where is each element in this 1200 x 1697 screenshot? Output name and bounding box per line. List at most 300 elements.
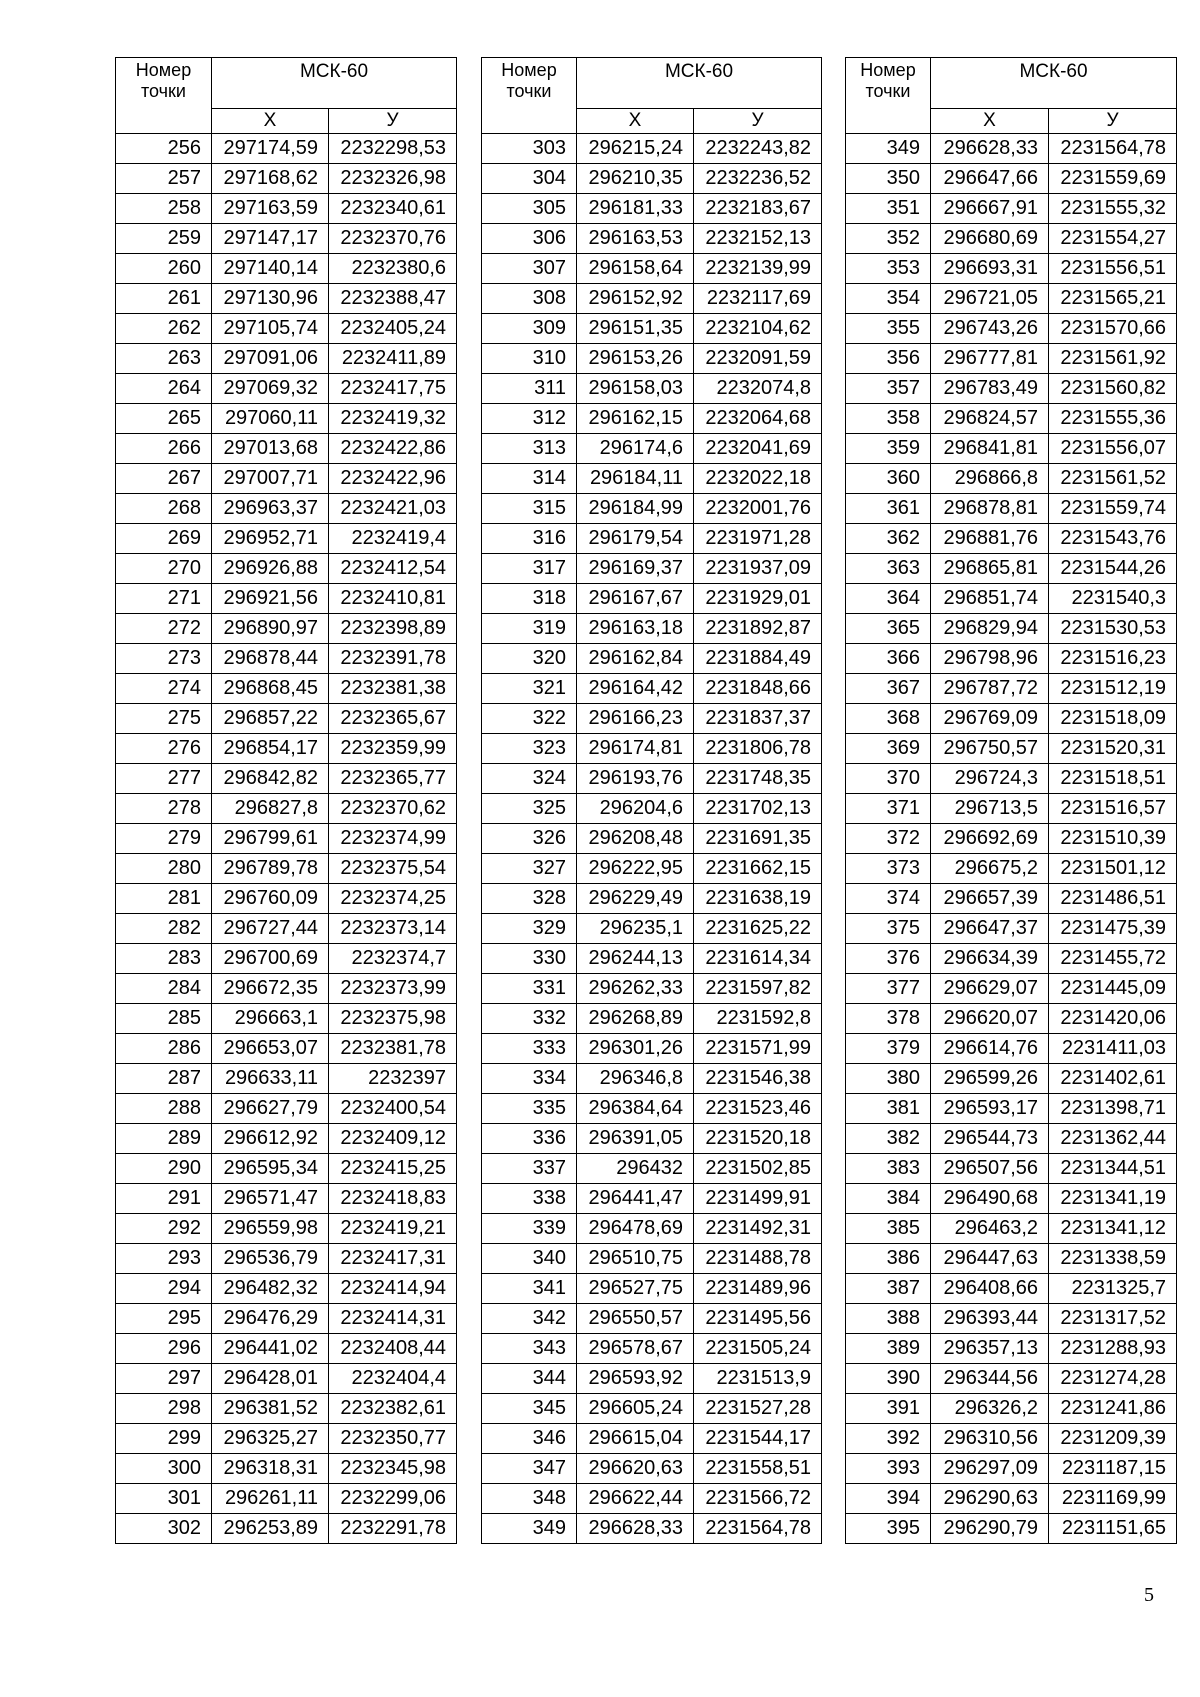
cell-y: 2231530,53 [1049,614,1177,644]
cell-point-number: 353 [846,254,931,284]
cell-x: 296253,89 [212,1514,329,1544]
cell-point-number: 266 [116,434,212,464]
table-row [116,344,457,374]
cell-point-number: 375 [846,914,931,944]
header-x: Х [931,109,1049,134]
cell-x: 297163,59 [212,194,329,224]
cell-x: 296476,29 [212,1304,329,1334]
table-row [116,1094,457,1124]
cell-y: 2231625,22 [694,914,822,944]
cell-x: 296441,02 [212,1334,329,1364]
cell-point-number: 311 [482,374,577,404]
table-row [846,134,1177,164]
cell-point-number: 350 [846,164,931,194]
cell-y: 2231486,51 [1049,884,1177,914]
table-row [846,554,1177,584]
table-row [116,254,457,284]
cell-x: 296163,53 [577,224,694,254]
cell-x: 296181,33 [577,194,694,224]
cell-point-number: 381 [846,1094,931,1124]
table-row [116,614,457,644]
cell-point-number: 325 [482,794,577,824]
cell-point-number: 328 [482,884,577,914]
cell-y: 2231516,57 [1049,794,1177,824]
cell-point-number: 379 [846,1034,931,1064]
cell-point-number: 343 [482,1334,577,1364]
cell-y: 2231527,28 [694,1394,822,1424]
cell-y: 2232381,38 [329,674,457,704]
cell-point-number: 321 [482,674,577,704]
table-row [846,344,1177,374]
cell-point-number: 319 [482,614,577,644]
table-row [116,374,457,404]
table-row [482,464,822,494]
cell-y: 2232345,98 [329,1454,457,1484]
cell-point-number: 354 [846,284,931,314]
cell-point-number: 363 [846,554,931,584]
cell-y: 2231555,32 [1049,194,1177,224]
cell-y: 2231592,8 [694,1004,822,1034]
cell-point-number: 280 [116,854,212,884]
cell-y: 2231559,69 [1049,164,1177,194]
cell-point-number: 264 [116,374,212,404]
table-row [116,1244,457,1274]
cell-point-number: 276 [116,734,212,764]
table-row [482,224,822,254]
table-row [846,254,1177,284]
cell-y: 2231561,52 [1049,464,1177,494]
table-row [482,314,822,344]
cell-x: 296482,32 [212,1274,329,1304]
cell-x: 296727,44 [212,914,329,944]
cell-y: 2232373,99 [329,974,457,1004]
cell-x: 296235,1 [577,914,694,944]
cell-point-number: 330 [482,944,577,974]
cell-x: 296777,81 [931,344,1049,374]
cell-y: 2231274,28 [1049,1364,1177,1394]
cell-y: 2231554,27 [1049,224,1177,254]
table-row [482,1274,822,1304]
cell-y: 2232326,98 [329,164,457,194]
cell-x: 296692,69 [931,824,1049,854]
table-row [482,584,822,614]
table-row [482,374,822,404]
cell-y: 2231492,31 [694,1214,822,1244]
cell-y: 2231556,51 [1049,254,1177,284]
cell-point-number: 298 [116,1394,212,1424]
cell-y: 2231169,99 [1049,1484,1177,1514]
cell-point-number: 307 [482,254,577,284]
cell-y: 2232400,54 [329,1094,457,1124]
table-row [482,884,822,914]
cell-point-number: 329 [482,914,577,944]
table-row [482,1484,822,1514]
cell-point-number: 314 [482,464,577,494]
table-row [846,1274,1177,1304]
cell-x: 296447,63 [931,1244,1049,1274]
cell-point-number: 355 [846,314,931,344]
cell-point-number: 382 [846,1124,931,1154]
cell-x: 296571,47 [212,1184,329,1214]
cell-x: 296857,22 [212,704,329,734]
table-row [482,164,822,194]
table-row [482,284,822,314]
cell-point-number: 260 [116,254,212,284]
cell-point-number: 347 [482,1454,577,1484]
table-row [116,1484,457,1514]
table-row [116,644,457,674]
cell-point-number: 320 [482,644,577,674]
cell-y: 2232381,78 [329,1034,457,1064]
cell-point-number: 302 [116,1514,212,1544]
cell-point-number: 323 [482,734,577,764]
cell-point-number: 360 [846,464,931,494]
table-row [116,404,457,434]
cell-point-number: 318 [482,584,577,614]
table-row [116,884,457,914]
cell-y: 2231512,19 [1049,674,1177,704]
cell-x: 296593,17 [931,1094,1049,1124]
table-row [116,1034,457,1064]
cell-y: 2232411,89 [329,344,457,374]
table-row [116,464,457,494]
cell-point-number: 390 [846,1364,931,1394]
cell-point-number: 335 [482,1094,577,1124]
cell-point-number: 395 [846,1514,931,1544]
cell-point-number: 342 [482,1304,577,1334]
cell-point-number: 279 [116,824,212,854]
cell-y: 2232397 [329,1064,457,1094]
cell-y: 2232414,94 [329,1274,457,1304]
cell-y: 2231559,74 [1049,494,1177,524]
cell-point-number: 362 [846,524,931,554]
table-row [482,1514,822,1544]
cell-x: 296593,92 [577,1364,694,1394]
cell-y: 2231505,24 [694,1334,822,1364]
cell-x: 296868,45 [212,674,329,704]
table-row [116,1124,457,1154]
cell-point-number: 349 [482,1514,577,1544]
cell-y: 2231241,86 [1049,1394,1177,1424]
cell-point-number: 349 [846,134,931,164]
cell-point-number: 384 [846,1184,931,1214]
cell-point-number: 315 [482,494,577,524]
table-row [846,524,1177,554]
cell-point-number: 345 [482,1394,577,1424]
table-row [116,1514,457,1544]
cell-x: 296174,81 [577,734,694,764]
cell-point-number: 366 [846,644,931,674]
cell-point-number: 270 [116,554,212,584]
cell-point-number: 341 [482,1274,577,1304]
table-row [482,1004,822,1034]
cell-x: 296391,05 [577,1124,694,1154]
cell-y: 2232418,83 [329,1184,457,1214]
cell-y: 2231837,37 [694,704,822,734]
table-row [846,1364,1177,1394]
cell-y: 2232374,7 [329,944,457,974]
cell-point-number: 372 [846,824,931,854]
cell-point-number: 274 [116,674,212,704]
cell-y: 2231518,09 [1049,704,1177,734]
cell-point-number: 272 [116,614,212,644]
table-row [482,1244,822,1274]
cell-x: 296842,82 [212,764,329,794]
table-row [846,1094,1177,1124]
cell-y: 2232410,81 [329,584,457,614]
cell-y: 2231571,99 [694,1034,822,1064]
table-row [482,674,822,704]
cell-y: 2231411,03 [1049,1034,1177,1064]
cell-y: 2232359,99 [329,734,457,764]
cell-x: 296667,91 [931,194,1049,224]
cell-y: 2231614,34 [694,944,822,974]
cell-y: 2231848,66 [694,674,822,704]
cell-y: 2231398,71 [1049,1094,1177,1124]
cell-y: 2231555,36 [1049,404,1177,434]
cell-x: 296890,97 [212,614,329,644]
table-row [846,824,1177,854]
cell-point-number: 294 [116,1274,212,1304]
cell-x: 296158,03 [577,374,694,404]
table-row [846,1004,1177,1034]
cell-x: 297091,06 [212,344,329,374]
cell-x: 296653,07 [212,1034,329,1064]
table-row [482,1064,822,1094]
cell-y: 2231338,59 [1049,1244,1177,1274]
cell-x: 296926,88 [212,554,329,584]
cell-x: 296318,31 [212,1454,329,1484]
coordinates-table-2 [481,57,822,1544]
cell-y: 2232421,03 [329,494,457,524]
cell-point-number: 282 [116,914,212,944]
cell-y: 2232404,4 [329,1364,457,1394]
cell-point-number: 373 [846,854,931,884]
table-row [116,1004,457,1034]
cell-x: 297130,96 [212,284,329,314]
cell-x: 296824,57 [931,404,1049,434]
table-row [846,584,1177,614]
cell-y: 2232091,59 [694,344,822,374]
cell-point-number: 394 [846,1484,931,1514]
cell-x: 297007,71 [212,464,329,494]
cell-y: 2231518,51 [1049,764,1177,794]
table-row [116,1364,457,1394]
cell-x: 296881,76 [931,524,1049,554]
cell-point-number: 299 [116,1424,212,1454]
table-row [482,344,822,374]
cell-x: 296544,73 [931,1124,1049,1154]
table-row [846,464,1177,494]
cell-x: 296559,98 [212,1214,329,1244]
cell-point-number: 376 [846,944,931,974]
cell-y: 2231325,7 [1049,1274,1177,1304]
cell-point-number: 310 [482,344,577,374]
table-row [846,404,1177,434]
cell-y: 2232374,25 [329,884,457,914]
cell-point-number: 269 [116,524,212,554]
cell-y: 2232041,69 [694,434,822,464]
table-row [846,614,1177,644]
cell-y: 2231362,44 [1049,1124,1177,1154]
cell-point-number: 267 [116,464,212,494]
table-row [846,314,1177,344]
cell-y: 2232388,47 [329,284,457,314]
table-row [482,1124,822,1154]
table-row [846,1244,1177,1274]
table-row [846,914,1177,944]
table-row [846,644,1177,674]
cell-x: 297174,59 [212,134,329,164]
cell-point-number: 271 [116,584,212,614]
header-y: У [694,109,822,134]
table-row [116,554,457,584]
cell-y: 2232419,4 [329,524,457,554]
header-coordinate-system: МСК-60 [931,58,1177,109]
cell-x: 296428,01 [212,1364,329,1394]
cell-y: 2231475,39 [1049,914,1177,944]
cell-x: 296290,63 [931,1484,1049,1514]
cell-point-number: 303 [482,134,577,164]
cell-y: 2232340,61 [329,194,457,224]
table-row [846,1034,1177,1064]
cell-x: 296151,35 [577,314,694,344]
table-row [116,494,457,524]
cell-x: 296490,68 [931,1184,1049,1214]
cell-y: 2232417,75 [329,374,457,404]
cell-y: 2232415,25 [329,1154,457,1184]
cell-y: 2232422,86 [329,434,457,464]
cell-point-number: 287 [116,1064,212,1094]
cell-point-number: 262 [116,314,212,344]
cell-x: 296789,78 [212,854,329,884]
cell-x: 296152,92 [577,284,694,314]
table-row [116,674,457,704]
cell-y: 2231344,51 [1049,1154,1177,1184]
cell-x: 296743,26 [931,314,1049,344]
cell-y: 2232365,67 [329,704,457,734]
cell-y: 2231341,12 [1049,1214,1177,1244]
cell-point-number: 369 [846,734,931,764]
cell-x: 296672,35 [212,974,329,1004]
cell-point-number: 391 [846,1394,931,1424]
cell-y: 2231884,49 [694,644,822,674]
table-row [482,704,822,734]
cell-point-number: 351 [846,194,931,224]
header-y: У [329,109,457,134]
cell-x: 296713,5 [931,794,1049,824]
table-row [116,1274,457,1304]
cell-x: 297168,62 [212,164,329,194]
table-row [116,1154,457,1184]
cell-y: 2231209,39 [1049,1424,1177,1454]
cell-x: 297069,32 [212,374,329,404]
cell-point-number: 348 [482,1484,577,1514]
table-row [846,434,1177,464]
header-coordinate-system: МСК-60 [577,58,822,109]
cell-y: 2232380,6 [329,254,457,284]
cell-y: 2232375,98 [329,1004,457,1034]
table-row [846,164,1177,194]
cell-point-number: 306 [482,224,577,254]
table-row [482,554,822,584]
cell-point-number: 284 [116,974,212,1004]
cell-point-number: 337 [482,1154,577,1184]
table-row [116,134,457,164]
cell-x: 296229,49 [577,884,694,914]
cell-y: 2231597,82 [694,974,822,1004]
cell-point-number: 368 [846,704,931,734]
cell-x: 296605,24 [577,1394,694,1424]
table-row [846,704,1177,734]
header-x: Х [577,109,694,134]
cell-y: 2232104,62 [694,314,822,344]
table-row [482,1094,822,1124]
header-point-number: Номер точки [846,58,931,134]
cell-point-number: 392 [846,1424,931,1454]
cell-point-number: 301 [116,1484,212,1514]
cell-y: 2231445,09 [1049,974,1177,1004]
cell-y: 2231929,01 [694,584,822,614]
cell-x: 296261,11 [212,1484,329,1514]
cell-point-number: 326 [482,824,577,854]
cell-x: 296381,52 [212,1394,329,1424]
table-row [482,974,822,1004]
cell-point-number: 361 [846,494,931,524]
cell-point-number: 283 [116,944,212,974]
cell-x: 296210,35 [577,164,694,194]
cell-y: 2232419,21 [329,1214,457,1244]
cell-x: 296310,56 [931,1424,1049,1454]
cell-x: 296357,13 [931,1334,1049,1364]
coordinates-table-3 [845,57,1177,1544]
cell-point-number: 297 [116,1364,212,1394]
cell-point-number: 385 [846,1214,931,1244]
cell-x: 296963,37 [212,494,329,524]
cell-y: 2232422,96 [329,464,457,494]
table-row [846,194,1177,224]
cell-x: 296174,6 [577,434,694,464]
table-row [116,224,457,254]
cell-x: 296325,27 [212,1424,329,1454]
cell-y: 2231558,51 [694,1454,822,1484]
table-row [846,1304,1177,1334]
cell-x: 296878,81 [931,494,1049,524]
table-row [116,974,457,1004]
cell-x: 296215,24 [577,134,694,164]
cell-x: 296527,75 [577,1274,694,1304]
cell-x: 296169,37 [577,554,694,584]
cell-point-number: 305 [482,194,577,224]
cell-x: 296622,44 [577,1484,694,1514]
cell-x: 296721,05 [931,284,1049,314]
cell-point-number: 388 [846,1304,931,1334]
cell-point-number: 324 [482,764,577,794]
table-row [116,314,457,344]
table-row [482,1454,822,1484]
table-row [116,1334,457,1364]
cell-x: 296787,72 [931,674,1049,704]
cell-y: 2231892,87 [694,614,822,644]
cell-y: 2232370,62 [329,794,457,824]
cell-point-number: 291 [116,1184,212,1214]
cell-x: 296629,07 [931,974,1049,1004]
cell-y: 2231565,21 [1049,284,1177,314]
cell-point-number: 389 [846,1334,931,1364]
cell-x: 297105,74 [212,314,329,344]
cell-point-number: 359 [846,434,931,464]
table-row [482,134,822,164]
